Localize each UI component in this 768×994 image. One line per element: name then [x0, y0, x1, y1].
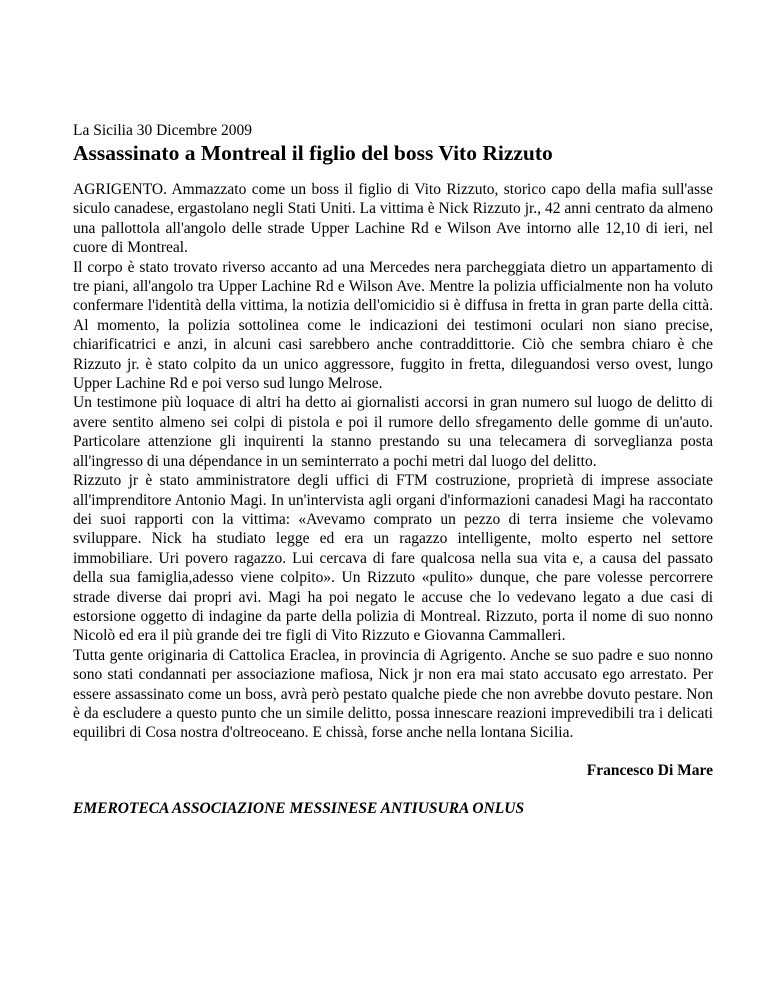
author-signature: Francesco Di Mare [586, 761, 713, 779]
article-paragraph-5: Tutta gente originaria di Cattolica Eraclea, in provincia di Agrigento. Anche se suo padre e suo nonno sono stati condannati per associazione mafiosa, Nick jr non era mai stato accusato ego arrestato. Per essere assassinato come un boss, avrà però pestato qualche piede che non avrebbe dovuto pestare. Non è da escludere a questo punto che un simile delitto, possa innescare reazioni imprevedibili tra i delicati equilibri di Cosa nostra d'oltreoceano. E chissà, forse anche nella lontana Sicilia. [73, 646, 713, 742]
footer-organization: EMEROTECA ASSOCIAZIONE MESSINESE ANTIUSURA ONLUS [73, 799, 525, 817]
article-headline: Assassinato a Montreal il figlio del boss Vito Rizzuto [73, 141, 553, 165]
article-body [73, 180, 713, 743]
article-paragraph-1: AGRIGENTO. Ammazzato come un boss il figlio di Vito Rizzuto, storico capo della mafia sull'asse siculo canadese, ergastolano negli Stati Uniti. La vittima è Nick Rizzuto jr., 42 anni centrato da almeno una pallottola all'angolo delle strade Upper Lachine Rd e Wilson Ave intorno alle 12,10 di ieri, nel cuore di Montreal. [73, 181, 713, 257]
article-paragraph-3: Un testimone più loquace di altri ha detto ai giornalisti accorsi in gran numero sul luogo de delitto di avere sentito almeno sei colpi di pistola e poi il rumore dello sfregamento delle gomme di un'auto. Particolare attenzione gli inquirenti la stanno prestando su una telecamera di sorveglianza posta all'ingresso di una dépendance in un seminterrato a pochi metri dal luogo del delitto. [73, 394, 713, 470]
article-paragraph-2: Il corpo è stato trovato riverso accanto ad una Mercedes nera parcheggiata dietro un appartamento di tre piani, all'angolo tra Upper Lachine Rd e Wilson Ave. Mentre la polizia ufficialmente non ha voluto confermare l'identità della vittima, la notizia dell'omicidio si è diffusa in fretta in gran parte della città. Al momento, la polizia sottolinea come le indicazioni dei testimoni oculari non siano precise, chiarificatrici e anzi, in alcuni casi sarebbero anche contraddittorie. Ciò che sembra chiaro è che Rizzuto jr. è stato colpito da un unico aggressore, fuggito in fretta, dileguandosi verso ovest, lungo Upper Lachine Rd e poi verso sud lungo Melrose. [73, 258, 713, 393]
document-page [73, 122, 713, 818]
article-paragraph-4: Rizzuto jr è stato amministratore degli uffici di FTM costruzione, proprietà di imprese associate all'imprenditore Antonio Magi. In un'intervista agli organi d'informazioni canadesi Magi ha raccontato dei suoi rapporti con la vittima: «Avevamo comprato un pezzo di terra insieme che volevamo sviluppare. Nick ha studiato legge ed era un ragazzo intelligente, molto esperto nel settore immobiliare. Uri povero ragazzo. Lui cercava di fare qualcosa nella sua vita e, a causa del passato della sua famiglia,adesso viene colpito». Un Rizzuto «pulito» dunque, che pare volesse percorrere strade diverse dai propri avi. Magi ha poi negato le accuse che lo vedevano legato a due casi di estorsione oggetto di indagine da parte della polizia di Montreal. Rizzuto, porta il nome di suo nonno Nicolò ed era il più grande dei tre figli di Vito Rizzuto e Giovanna Cammalleri. [73, 472, 713, 645]
source-dateline: La Sicilia 30 Dicembre 2009 [73, 122, 253, 139]
